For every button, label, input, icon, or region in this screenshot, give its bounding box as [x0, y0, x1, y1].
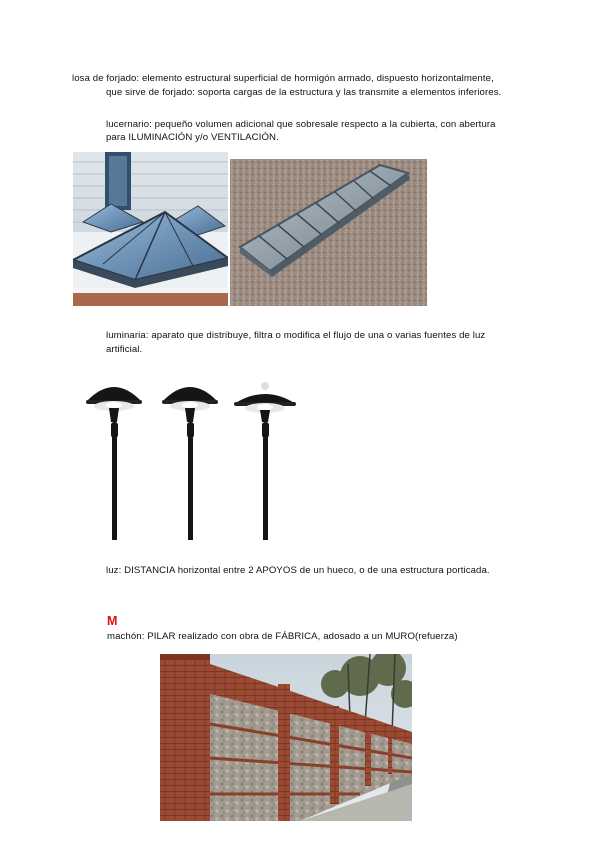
losa-term: losa de forjado: — [72, 73, 140, 84]
luz-text-1: DISTANCIA horizontal entre 2 APOYOS de un hueco, o de una estructura porticada. — [124, 565, 490, 576]
lucernario-definition-line2: para ILUMINACIÓN y/o VENTILACIÓN. — [106, 132, 279, 143]
luminaria-definition-line2: artificial. — [106, 344, 143, 355]
brick-wall-pier-photo — [160, 654, 412, 821]
section-letter-m: M — [107, 614, 118, 628]
lucernario-term: lucernario: — [106, 119, 152, 130]
luminaria-definition-line1 — [106, 329, 485, 342]
luminaria-text-1: aparato que distribuye, filtra o modifica el flujo de una o varias fuentes de luz — [151, 330, 486, 341]
luminaria-term: luminaria: — [106, 330, 149, 341]
losa-text-1: elemento estructural superficial de hormigón armado, dispuesto horizontalmente, — [141, 73, 494, 84]
machon-definition — [107, 630, 458, 643]
machon-text-1: PILAR realizado con obra de FÁBRICA, adosado a un MURO(refuerza) — [147, 631, 458, 642]
machon-term: machón: — [107, 631, 145, 642]
luz-definition — [106, 564, 490, 577]
losa-definition-line2: que sirve de forjado: soporta cargas de la estructura y las transmite a elementos inferiores. — [106, 87, 502, 98]
lucernario-text-1: pequeño volumen adicional que sobresale respecto a la cubierta, con abertura — [154, 119, 496, 130]
luz-term: luz: — [106, 565, 122, 576]
lucernario-definition-line1 — [106, 118, 496, 131]
street-lamps-photo — [82, 376, 300, 542]
losa-definition-line1 — [72, 72, 494, 85]
skylight-roof-photo — [230, 159, 427, 306]
skylight-pyramid-photo — [73, 152, 228, 306]
